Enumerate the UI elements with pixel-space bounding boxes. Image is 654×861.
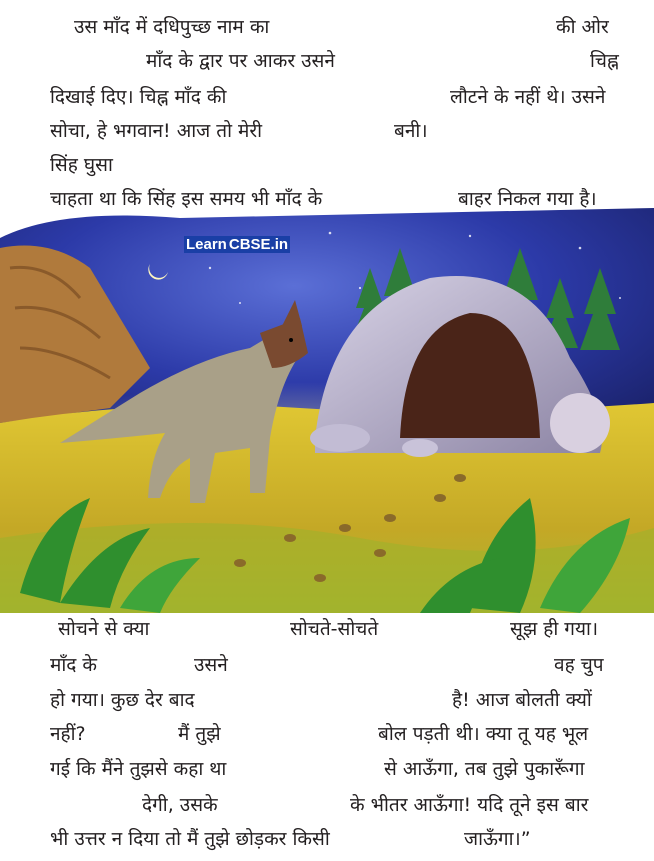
line-11b: से आऊँगा, तब तुझे पुकारूँगा [384,758,585,780]
line-3a: दिखाई दिए। चिह्न माँद की [50,86,227,108]
line-2a: माँद के द्वार पर आकर उसने [146,50,335,72]
line-9b: है! आज बोलती क्यों [452,689,592,711]
line-12b: के भीतर आऊँगा! यदि तूने इस बार [350,794,589,816]
illustration-jackal-cave [0,208,654,613]
line-10b: मैं तुझे [178,723,221,745]
line-13b: जाऊँगा।” [464,828,531,850]
line-12a: देगी, उसके [142,794,218,816]
line-1a: उस माँद में दधिपुच्छ नाम का [74,16,270,38]
line-6a: चाहता था कि सिंह इस समय भी माँद के [50,188,323,210]
line-7a: सोचने से क्या [58,618,150,640]
line-3b: लौटने के नहीं थे। उसने [450,86,606,108]
line-10a: नहीं? [50,723,86,745]
line-2b: चिह्न [590,50,619,72]
learncbse-logo [184,236,290,253]
line-6b: बाहर निकल गया है। [458,188,597,210]
line-10c: बोल पड़ती थी। क्या तू यह भूल [378,723,589,745]
line-1b: की ओर [556,16,609,38]
line-7b: सोचते-सोचते [290,618,379,640]
logo-learn: Learn [186,236,227,253]
line-11a: गई कि मैंने तुझसे कहा था [50,758,227,780]
logo-in: .in [270,236,289,253]
line-8b: उसने [194,654,228,676]
line-9a: हो गया। कुछ देर बाद [50,689,195,711]
line-8a: माँद के [50,654,98,676]
line-4b: बनी। [394,120,428,142]
line-5a: सिंह घुसा [50,154,113,176]
logo-cbse: CBSE [228,236,271,253]
line-13a: भी उत्तर न दिया तो मैं तुझे छोड़कर किसी [50,828,330,850]
line-7c: सूझ ही गया। [510,618,599,640]
line-8c: वह चुप [554,654,604,676]
line-4a: सोचा, हे भगवान! आज तो मेरी [50,120,263,142]
